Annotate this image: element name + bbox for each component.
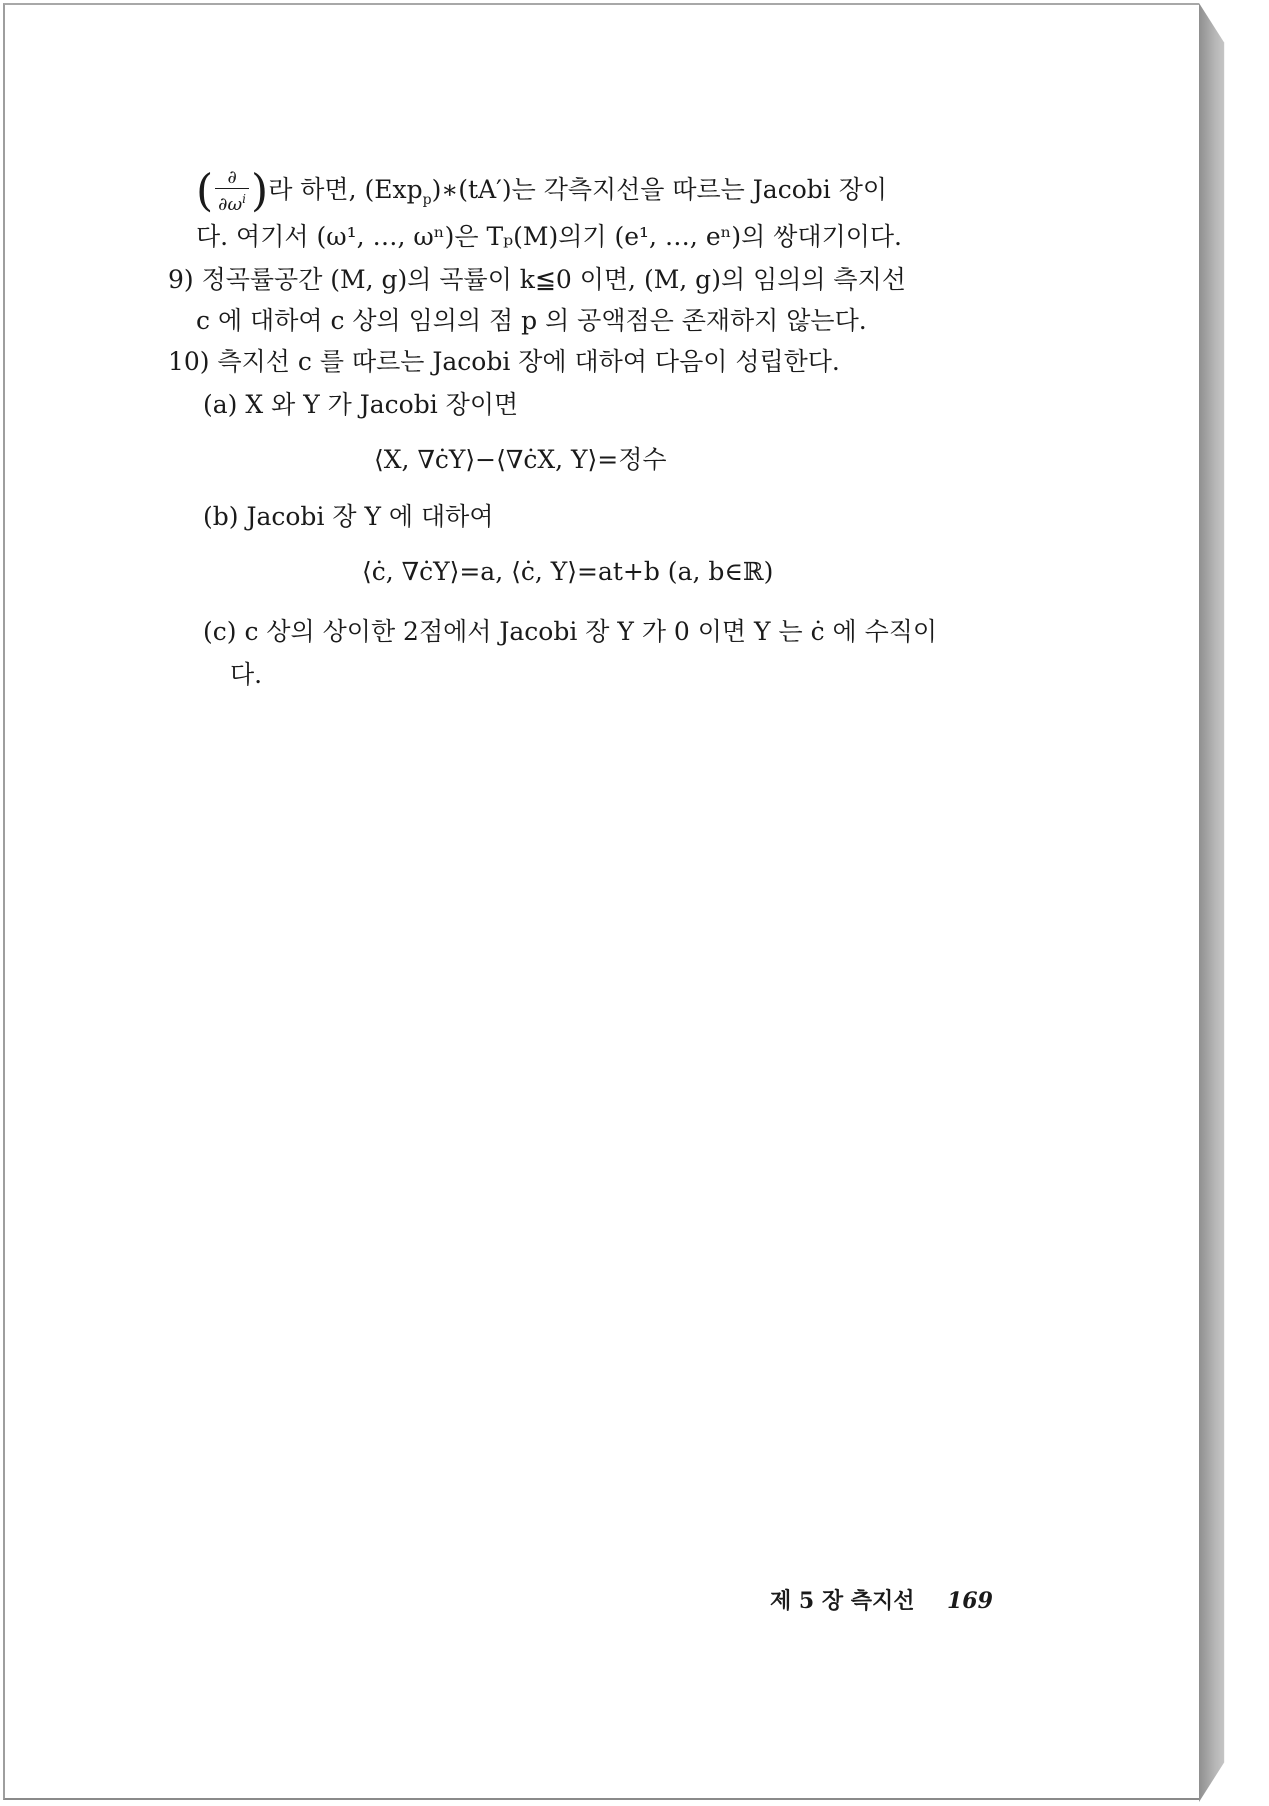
item-9-line-1: 9) 정곡률공간 (M, g)의 곡률이 k≦0 이면, (M, g)의 임의의 측지선 [168, 265, 906, 294]
item-b: (b) Jacobi 장 Y 에 대하여 [203, 502, 494, 531]
running-footer-chapter: 제 5 장 측지선 [770, 1588, 915, 1614]
text-line-1: ( $\frac{\partial}{\partial\omega^i}$ )라 하면, (Exp$_p$)∗(tA′)는 각측지선을 따르는 Jacobi 장이 [196, 165, 888, 217]
page-edge-shadow [1199, 3, 1241, 1802]
item-9-line-2: c 에 대하여 c 상의 임의의 점 p 의 공액점은 존재하지 않는다. [196, 306, 867, 335]
formula-b: ⟨ċ, ∇ċY⟩=a, ⟨ċ, Y⟩=at+b (a, b∈ℝ) [362, 557, 774, 586]
item-10-line-1: 10) 측지선 c 를 따르는 Jacobi 장에 대하여 다음이 성립한다. [168, 347, 840, 376]
partial-fraction: $\frac{\partial}{\partial\omega^i}$ [215, 168, 249, 215]
page-number: 169 [947, 1588, 993, 1614]
item-c-line-2: 다. [230, 660, 263, 689]
item-c-line-1: (c) c 상의 상이한 2점에서 Jacobi 장 Y 가 0 이면 Y 는 ċ 에 수직이 [203, 617, 938, 646]
text-line-2: 다. 여기서 (ω¹, …, ωⁿ)은 Tₚ(M)의기 (e¹, …, eⁿ)의 쌍대기이다. [196, 222, 902, 251]
item-a: (a) X 와 Y 가 Jacobi 장이면 [203, 390, 519, 419]
formula-a: ⟨X, ∇ċY⟩−⟨∇ċX, Y⟩=정수 [374, 445, 667, 474]
